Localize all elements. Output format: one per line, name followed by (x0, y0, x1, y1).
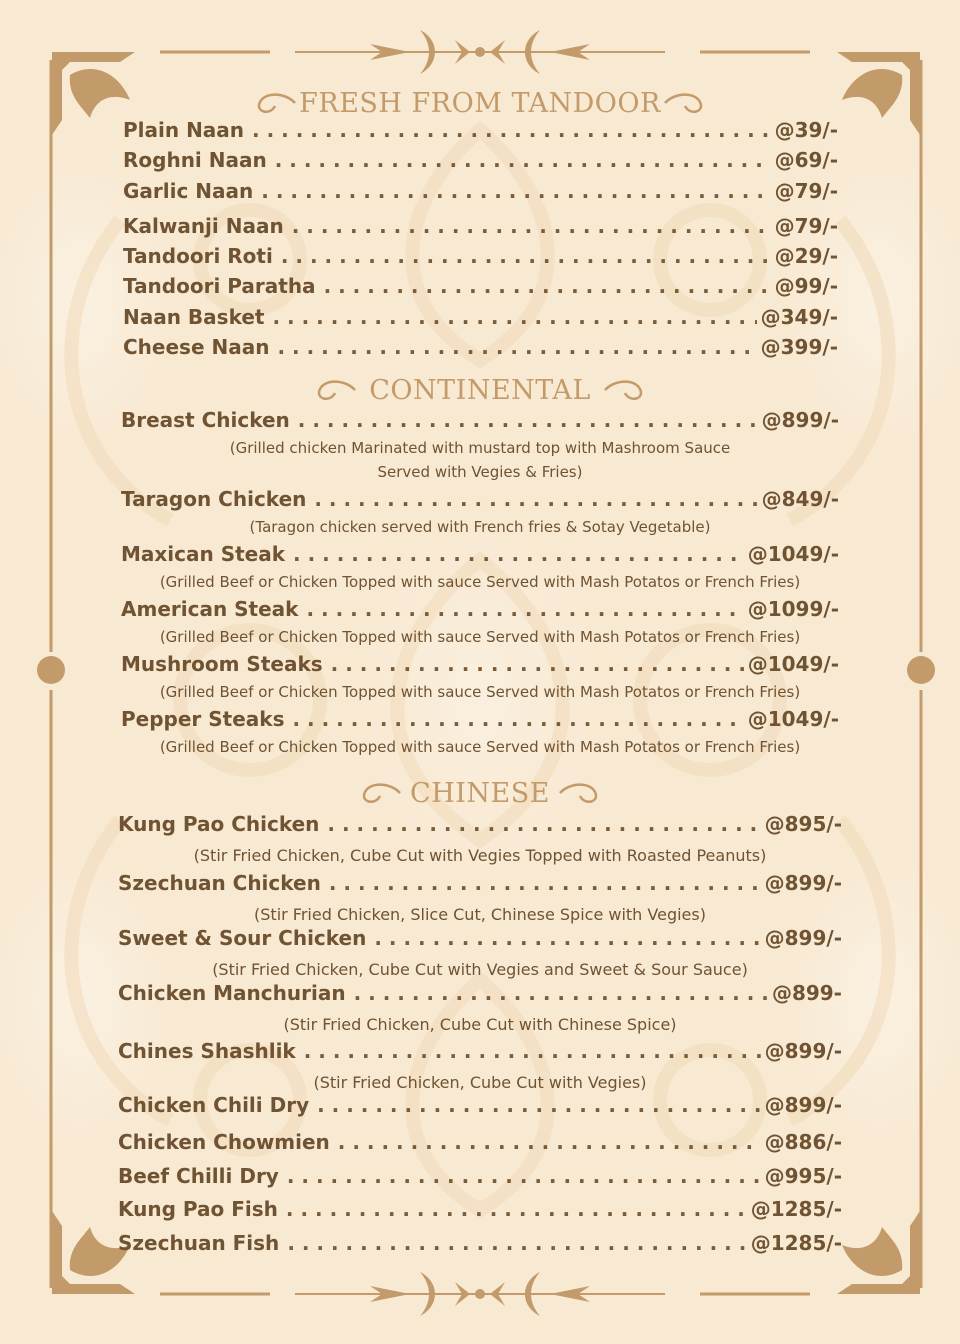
item-price: @886/- (764, 1130, 842, 1154)
item-name: Beef Chilli Dry (118, 1164, 279, 1188)
dot-leader (292, 707, 743, 731)
item-description: (Grilled chicken Marinated with mustard top with Mashroom Sauce (229, 439, 731, 457)
item-price: @99/- (774, 274, 838, 298)
item-name: Mushroom Steaks (121, 652, 323, 676)
item-price: @1049/- (747, 652, 839, 676)
dot-leader (272, 305, 756, 329)
section-title-continental: CONTINENTAL (369, 375, 591, 406)
item-name: Chines Shashlik (118, 1039, 296, 1063)
menu-item (123, 274, 838, 298)
item-name: Tandoori Roti (123, 244, 273, 268)
dot-leader (338, 1130, 761, 1154)
menu-item (118, 1093, 842, 1117)
item-name: Cheese Naan (123, 335, 270, 359)
item-price: @1285/- (750, 1231, 842, 1255)
menu-item (123, 148, 838, 172)
item-price: @899/- (761, 408, 839, 432)
dot-leader (287, 1231, 746, 1255)
item-price: @899/- (764, 871, 842, 895)
dot-leader (281, 244, 771, 268)
dot-leader (287, 1164, 761, 1188)
item-name: Chicken Chili Dry (118, 1093, 310, 1117)
item-price: @1285/- (750, 1197, 842, 1221)
item-description: (Stir Fried Chicken, Slice Cut, Chinese Spice with Vegies) (254, 905, 706, 924)
item-price: @349/- (760, 305, 838, 329)
item-price: @39/- (774, 118, 838, 142)
item-description: (Stir Fried Chicken, Cube Cut with Vegies Topped with Roasted Peanuts) (193, 846, 767, 865)
item-price: @79/- (774, 214, 838, 238)
dot-leader (252, 118, 771, 142)
item-price: @895/- (764, 812, 842, 836)
item-name: Kung Pao Chicken (118, 812, 320, 836)
item-name: Chicken Manchurian (118, 981, 346, 1005)
item-price: @899/- (764, 1039, 842, 1063)
dot-leader (329, 871, 761, 895)
dot-leader (317, 1093, 761, 1117)
item-name: American Steak (121, 597, 299, 621)
item-price: @1049/- (747, 542, 839, 566)
item-description: (Grilled Beef or Chicken Topped with sauce Served with Mash Potatos or French Fries) (159, 628, 801, 646)
item-description: (Grilled Beef or Chicken Topped with sauce Served with Mash Potatos or French Fries) (159, 738, 801, 756)
item-description: Served with Vegies & Fries) (377, 463, 583, 481)
item-price: @29/- (774, 244, 838, 268)
item-description: (Grilled Beef or Chicken Topped with sauce Served with Mash Potatos or French Fries) (159, 683, 801, 701)
item-name: Szechuan Fish (118, 1231, 280, 1255)
dot-leader (374, 926, 760, 950)
menu-item (121, 542, 839, 566)
menu-item (123, 305, 838, 329)
item-price: @899/- (764, 1093, 842, 1117)
item-name: Taragon Chicken (121, 487, 307, 511)
item-price: @995/- (764, 1164, 842, 1188)
item-price: @1099/- (747, 597, 839, 621)
item-name: Pepper Steaks (121, 707, 285, 731)
dot-leader (292, 214, 771, 238)
item-price: @899- (771, 981, 842, 1005)
item-description: (Stir Fried Chicken, Cube Cut with Vegies) (313, 1073, 647, 1092)
menu-item (123, 244, 838, 268)
dot-leader (286, 1197, 747, 1221)
dot-leader (324, 274, 771, 298)
menu-item (123, 335, 838, 359)
item-price: @399/- (760, 335, 838, 359)
item-name: Naan Basket (123, 305, 265, 329)
item-price: @849/- (761, 487, 839, 511)
menu-item (118, 1164, 842, 1188)
menu-item (118, 1231, 842, 1255)
dot-leader (354, 981, 768, 1005)
menu-item (121, 707, 839, 731)
item-description: (Grilled Beef or Chicken Topped with sauce Served with Mash Potatos or French Fries) (159, 573, 801, 591)
item-name: Kalwanji Naan (123, 214, 284, 238)
item-name: Plain Naan (123, 118, 245, 142)
menu-item (118, 1197, 842, 1221)
menu-item (118, 871, 842, 895)
dot-leader (293, 542, 744, 566)
dot-leader (277, 335, 756, 359)
menu-item (123, 179, 838, 203)
item-name: Roghni Naan (123, 148, 267, 172)
menu-item (121, 597, 839, 621)
dot-leader (298, 408, 758, 432)
menu-item (118, 812, 842, 836)
menu-item (118, 1039, 842, 1063)
item-name: Chicken Chowmien (118, 1130, 330, 1154)
menu-item (118, 1130, 842, 1154)
menu-item (121, 408, 839, 432)
item-price: @69/- (774, 148, 838, 172)
menu-item (118, 926, 842, 950)
item-name: Kung Pao Fish (118, 1197, 278, 1221)
dot-leader (327, 812, 760, 836)
menu-item (118, 981, 842, 1005)
item-description: (Stir Fried Chicken, Cube Cut with Vegies and Sweet & Sour Sauce) (212, 960, 748, 979)
section-title-tandoor: FRESH FROM TANDOOR (299, 88, 661, 119)
item-name: Tandoori Paratha (123, 274, 316, 298)
dot-leader (304, 1039, 761, 1063)
item-price: @79/- (774, 179, 838, 203)
item-name: Breast Chicken (121, 408, 290, 432)
item-name: Garlic Naan (123, 179, 254, 203)
dot-leader (306, 597, 743, 621)
item-name: Maxican Steak (121, 542, 286, 566)
menu-item (121, 487, 839, 511)
menu-item (123, 214, 838, 238)
section-title-chinese: CHINESE (410, 778, 550, 809)
item-name: Sweet & Sour Chicken (118, 926, 367, 950)
item-name: Szechuan Chicken (118, 871, 321, 895)
dot-leader (261, 179, 770, 203)
menu-item (121, 652, 839, 676)
dot-leader (314, 487, 757, 511)
dot-leader (275, 148, 771, 172)
dot-leader (331, 652, 744, 676)
item-description: (Taragon chicken served with French fries & Sotay Vegetable) (249, 518, 711, 536)
menu-item (123, 118, 838, 142)
item-price: @899/- (764, 926, 842, 950)
item-description: (Stir Fried Chicken, Cube Cut with Chinese Spice) (283, 1015, 677, 1034)
item-price: @1049/- (747, 707, 839, 731)
